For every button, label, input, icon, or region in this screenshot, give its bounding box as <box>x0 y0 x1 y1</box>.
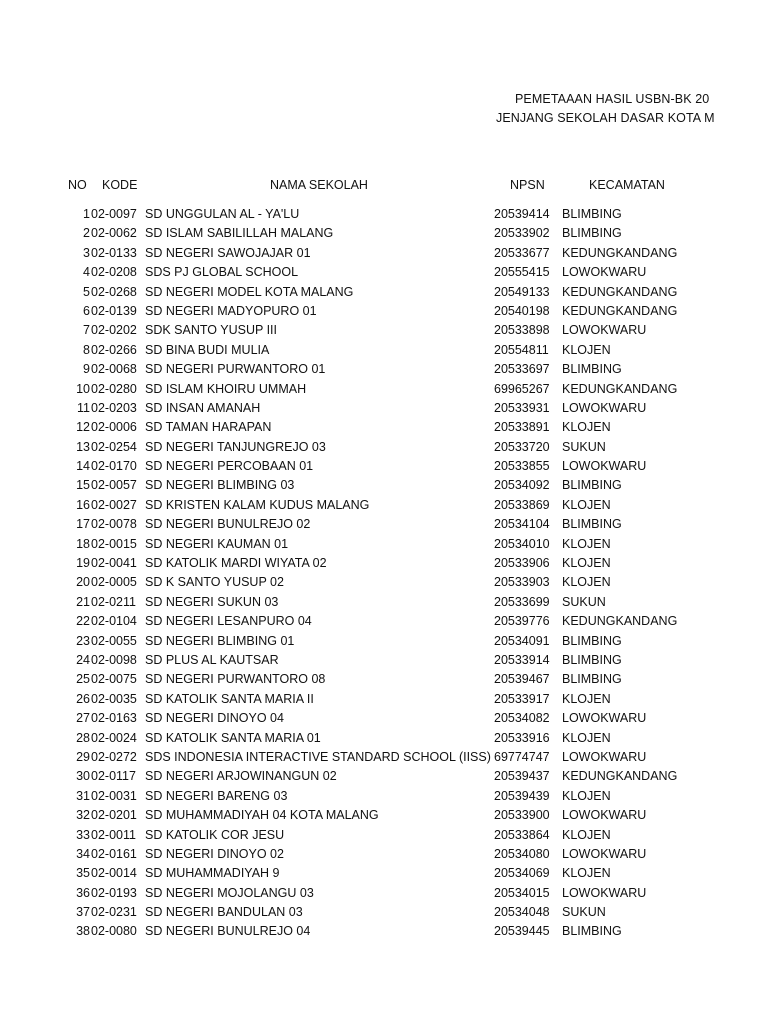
row-kode: 02-0272 <box>91 749 137 764</box>
row-kecamatan: LOWOKWARU <box>562 265 647 280</box>
document-subtitle: JENJANG SEKOLAH DASAR KOTA M <box>496 111 715 125</box>
row-kode: 02-0024 <box>91 730 137 745</box>
row-kecamatan: KLOJEN <box>562 788 611 803</box>
row-kode: 02-0057 <box>91 478 137 493</box>
table-row <box>0 304 768 323</box>
row-kode: 02-0011 <box>91 827 136 842</box>
row-npsn: 20534010 <box>494 536 550 551</box>
row-school-name: SD TAMAN HARAPAN <box>145 420 272 435</box>
row-school-name: SD MUHAMMADIYAH 9 <box>145 866 280 881</box>
header-nama-sekolah: NAMA SEKOLAH <box>270 178 368 192</box>
row-kode: 02-0055 <box>91 633 137 648</box>
table-row <box>0 537 768 556</box>
row-npsn: 20533906 <box>494 556 550 571</box>
row-npsn: 20534048 <box>494 905 550 920</box>
row-kode: 02-0161 <box>91 846 137 861</box>
row-no: 3 <box>83 245 90 260</box>
table-row <box>0 517 768 536</box>
row-kecamatan: KLOJEN <box>562 730 611 745</box>
row-kecamatan: BLIMBING <box>562 478 622 493</box>
row-school-name: SD NEGERI TANJUNGREJO 03 <box>145 439 326 454</box>
row-kecamatan: SUKUN <box>562 594 606 609</box>
row-npsn: 20533903 <box>494 575 550 590</box>
row-school-name: SD NEGERI PURWANTORO 01 <box>145 362 326 377</box>
row-no: 35 <box>76 866 90 881</box>
row-school-name: SD NEGERI KAUMAN 01 <box>145 536 289 551</box>
row-no: 12 <box>76 420 90 435</box>
table-row <box>0 420 768 439</box>
row-school-name: SDK SANTO YUSUP III <box>145 323 277 338</box>
table-row <box>0 905 768 924</box>
table-row <box>0 556 768 575</box>
table-row <box>0 634 768 653</box>
row-kecamatan: BLIMBING <box>562 633 622 648</box>
table-row <box>0 498 768 517</box>
row-kecamatan: SUKUN <box>562 439 606 454</box>
row-school-name: SD KATOLIK SANTA MARIA II <box>145 691 314 706</box>
row-npsn: 20533902 <box>494 226 550 241</box>
row-no: 7 <box>83 323 90 338</box>
table-row <box>0 614 768 633</box>
row-npsn: 20534091 <box>494 633 550 648</box>
row-school-name: SD ISLAM SABILILLAH MALANG <box>145 226 334 241</box>
table-row <box>0 924 768 943</box>
row-school-name: SD NEGERI MADYOPURO 01 <box>145 303 317 318</box>
row-kecamatan: SUKUN <box>562 905 606 920</box>
row-npsn: 20539445 <box>494 924 550 939</box>
row-kecamatan: KEDUNGKANDANG <box>562 303 678 318</box>
row-npsn: 20539414 <box>494 207 550 221</box>
table-row <box>0 672 768 691</box>
row-kode: 02-0075 <box>91 672 137 687</box>
row-kode: 02-0015 <box>91 536 137 551</box>
row-kode: 02-0133 <box>91 245 137 260</box>
row-kode: 02-0031 <box>91 788 137 803</box>
row-kecamatan: KEDUNGKANDANG <box>562 614 678 629</box>
row-school-name: SD UNGGULAN AL - YA'LU <box>145 207 300 221</box>
row-npsn: 20540198 <box>494 303 550 318</box>
table-row <box>0 808 768 827</box>
row-school-name: SD NEGERI BLIMBING 01 <box>145 633 295 648</box>
row-no: 13 <box>76 439 90 454</box>
table-row <box>0 828 768 847</box>
table-row <box>0 769 768 788</box>
row-kode: 02-0266 <box>91 342 137 357</box>
table-row <box>0 847 768 866</box>
row-npsn: 20533931 <box>494 400 550 415</box>
row-npsn: 20533891 <box>494 420 550 435</box>
row-school-name: SD NEGERI BLIMBING 03 <box>145 478 295 493</box>
row-school-name: SD ISLAM KHOIRU UMMAH <box>145 381 307 396</box>
table-row <box>0 265 768 284</box>
row-npsn: 20534082 <box>494 711 550 726</box>
row-npsn: 20549133 <box>494 284 550 299</box>
row-kecamatan: KLOJEN <box>562 342 611 357</box>
row-npsn: 20533914 <box>494 652 550 667</box>
row-kecamatan: KLOJEN <box>562 497 611 512</box>
row-no: 25 <box>76 672 90 687</box>
row-school-name: SDS INDONESIA INTERACTIVE STANDARD SCHOOL (IISS) <box>145 749 491 764</box>
row-kecamatan: LOWOKWARU <box>562 323 647 338</box>
row-no: 22 <box>76 614 90 629</box>
row-no: 24 <box>76 652 90 667</box>
document-title: PEMETAAAN HASIL USBN-BK 20 <box>515 92 710 106</box>
row-kode: 02-0201 <box>91 808 137 823</box>
row-school-name: SD NEGERI BANDULAN 03 <box>145 905 303 920</box>
row-no: 29 <box>76 749 90 764</box>
header-kode: KODE <box>102 178 138 192</box>
table-row <box>0 343 768 362</box>
row-no: 20 <box>76 575 90 590</box>
row-npsn: 20533916 <box>494 730 550 745</box>
row-kode: 02-0078 <box>91 517 137 532</box>
row-no: 26 <box>76 691 90 706</box>
table-row <box>0 866 768 885</box>
row-kecamatan: KLOJEN <box>562 691 611 706</box>
row-kecamatan: LOWOKWARU <box>562 711 647 726</box>
row-no: 36 <box>76 885 90 900</box>
row-npsn: 20533900 <box>494 808 550 823</box>
row-no: 23 <box>76 633 90 648</box>
row-npsn: 20534104 <box>494 517 550 532</box>
row-kode: 02-0202 <box>91 323 137 338</box>
row-kode: 02-0170 <box>91 459 137 474</box>
table-row <box>0 382 768 401</box>
row-no: 37 <box>76 905 90 920</box>
row-school-name: SD NEGERI BUNULREJO 04 <box>145 924 311 939</box>
row-no: 33 <box>76 827 90 842</box>
row-kecamatan: BLIMBING <box>562 652 622 667</box>
row-kode: 02-0268 <box>91 284 137 299</box>
row-npsn: 20533898 <box>494 323 550 338</box>
row-kode: 02-0027 <box>91 497 137 512</box>
row-no: 15 <box>76 478 90 493</box>
row-school-name: SDS PJ GLOBAL SCHOOL <box>145 265 299 280</box>
row-kecamatan: KLOJEN <box>562 866 611 881</box>
row-kecamatan: BLIMBING <box>562 207 622 221</box>
row-no: 11 <box>77 400 90 415</box>
table-row <box>0 886 768 905</box>
row-npsn: 20539439 <box>494 788 550 803</box>
school-table-body <box>0 207 768 944</box>
row-kecamatan: KEDUNGKANDANG <box>562 245 678 260</box>
row-kecamatan: KLOJEN <box>562 575 611 590</box>
table-row <box>0 226 768 245</box>
row-no: 38 <box>76 924 90 939</box>
row-kode: 02-0062 <box>91 226 137 241</box>
row-npsn: 20534069 <box>494 866 550 881</box>
row-kode: 02-0211 <box>91 594 136 609</box>
table-row <box>0 207 768 226</box>
row-school-name: SD NEGERI MODEL KOTA MALANG <box>145 284 354 299</box>
header-no: NO <box>68 178 87 192</box>
row-kecamatan: LOWOKWARU <box>562 808 647 823</box>
row-npsn: 20533855 <box>494 459 550 474</box>
header-kecamatan: KECAMATAN <box>589 178 665 192</box>
row-npsn: 69774747 <box>494 749 550 764</box>
row-kode: 02-0203 <box>91 400 137 415</box>
row-npsn: 20554811 <box>494 342 549 357</box>
row-no: 17 <box>76 517 90 532</box>
row-npsn: 20533917 <box>494 691 550 706</box>
row-no: 18 <box>76 536 90 551</box>
row-kode: 02-0193 <box>91 885 137 900</box>
row-school-name: SD NEGERI PERCOBAAN 01 <box>145 459 314 474</box>
row-no: 21 <box>76 594 90 609</box>
row-no: 6 <box>83 303 90 318</box>
row-school-name: SD NEGERI PURWANTORO 08 <box>145 672 326 687</box>
row-no: 4 <box>83 265 90 280</box>
row-kode: 02-0006 <box>91 420 137 435</box>
row-npsn: 20539467 <box>494 672 550 687</box>
row-school-name: SD NEGERI BARENG 03 <box>145 788 288 803</box>
row-kecamatan: LOWOKWARU <box>562 400 647 415</box>
row-school-name: SD NEGERI SUKUN 03 <box>145 594 279 609</box>
row-kecamatan: KLOJEN <box>562 420 611 435</box>
row-no: 30 <box>76 769 90 784</box>
row-no: 14 <box>76 459 90 474</box>
row-npsn: 20533869 <box>494 497 550 512</box>
row-kode: 02-0080 <box>91 924 137 939</box>
row-school-name: SD PLUS AL KAUTSAR <box>145 652 279 667</box>
row-kecamatan: BLIMBING <box>562 362 622 377</box>
row-no: 27 <box>76 711 90 726</box>
table-row <box>0 653 768 672</box>
row-kode: 02-0139 <box>91 303 137 318</box>
row-npsn: 20539776 <box>494 614 550 629</box>
row-no: 34 <box>76 846 90 861</box>
row-kecamatan: LOWOKWARU <box>562 749 647 764</box>
table-row <box>0 246 768 265</box>
row-school-name: SD MUHAMMADIYAH 04 KOTA MALANG <box>145 808 379 823</box>
row-school-name: SD NEGERI MOJOLANGU 03 <box>145 885 314 900</box>
row-kode: 02-0005 <box>91 575 137 590</box>
row-npsn: 20534092 <box>494 478 550 493</box>
row-school-name: SD NEGERI SAWOJAJAR 01 <box>145 245 311 260</box>
row-school-name: SD NEGERI DINOYO 02 <box>145 846 284 861</box>
row-kode: 02-0041 <box>91 556 137 571</box>
row-school-name: SD KATOLIK COR JESU <box>145 827 285 842</box>
row-school-name: SD KATOLIK SANTA MARIA 01 <box>145 730 321 745</box>
row-npsn: 20533720 <box>494 439 550 454</box>
row-no: 31 <box>76 788 90 803</box>
table-row <box>0 478 768 497</box>
row-kode: 02-0014 <box>91 866 137 881</box>
row-kecamatan: BLIMBING <box>562 226 622 241</box>
row-no: 8 <box>83 342 90 357</box>
row-npsn: 20533677 <box>494 245 550 260</box>
row-npsn: 20534080 <box>494 846 550 861</box>
table-row <box>0 440 768 459</box>
row-npsn: 20555415 <box>494 265 550 280</box>
row-npsn: 20533699 <box>494 594 550 609</box>
row-kode: 02-0098 <box>91 652 137 667</box>
table-row <box>0 731 768 750</box>
row-no: 32 <box>76 808 90 823</box>
row-school-name: SD NEGERI ARJOWINANGUN 02 <box>145 769 337 784</box>
table-row <box>0 285 768 304</box>
row-kecamatan: LOWOKWARU <box>562 846 647 861</box>
table-row <box>0 575 768 594</box>
row-kode: 02-0068 <box>91 362 137 377</box>
row-npsn: 20534015 <box>494 885 550 900</box>
row-kecamatan: KEDUNGKANDANG <box>562 769 678 784</box>
row-school-name: SD NEGERI BUNULREJO 02 <box>145 517 311 532</box>
row-kode: 02-0254 <box>91 439 137 454</box>
row-no: 2 <box>83 226 90 241</box>
row-kode: 02-0163 <box>91 711 137 726</box>
row-kode: 02-0104 <box>91 614 137 629</box>
row-kecamatan: LOWOKWARU <box>562 885 647 900</box>
row-kecamatan: BLIMBING <box>562 517 622 532</box>
row-npsn: 20539437 <box>494 769 550 784</box>
table-row <box>0 595 768 614</box>
row-npsn: 20533864 <box>494 827 550 842</box>
row-school-name: SD NEGERI DINOYO 04 <box>145 711 284 726</box>
row-kecamatan: BLIMBING <box>562 924 622 939</box>
row-kode: 02-0231 <box>91 905 137 920</box>
table-row <box>0 789 768 808</box>
table-row <box>0 323 768 342</box>
row-kode: 02-0117 <box>91 769 136 784</box>
row-kecamatan: LOWOKWARU <box>562 459 647 474</box>
table-row <box>0 362 768 381</box>
row-kecamatan: KEDUNGKANDANG <box>562 381 678 396</box>
row-no: 9 <box>83 362 90 377</box>
row-no: 10 <box>76 381 90 396</box>
row-npsn: 20533697 <box>494 362 550 377</box>
row-kecamatan: BLIMBING <box>562 672 622 687</box>
row-npsn: 69965267 <box>494 381 550 396</box>
row-no: 19 <box>76 556 90 571</box>
row-school-name: SD INSAN AMANAH <box>145 400 261 415</box>
row-school-name: SD BINA BUDI MULIA <box>145 342 270 357</box>
row-no: 5 <box>83 284 90 299</box>
row-kode: 02-0280 <box>91 381 137 396</box>
table-row <box>0 750 768 769</box>
row-kecamatan: KLOJEN <box>562 556 611 571</box>
row-kode: 02-0097 <box>91 207 137 221</box>
table-row <box>0 459 768 478</box>
row-no: 1 <box>83 207 90 221</box>
row-school-name: SD KRISTEN KALAM KUDUS MALANG <box>145 497 370 512</box>
table-row <box>0 401 768 420</box>
row-school-name: SD NEGERI LESANPURO 04 <box>145 614 312 629</box>
row-school-name: SD KATOLIK MARDI WIYATA 02 <box>145 556 327 571</box>
row-kode: 02-0208 <box>91 265 137 280</box>
row-no: 28 <box>76 730 90 745</box>
row-kecamatan: KLOJEN <box>562 536 611 551</box>
row-kode: 02-0035 <box>91 691 137 706</box>
row-kecamatan: KLOJEN <box>562 827 611 842</box>
row-kecamatan: KEDUNGKANDANG <box>562 284 678 299</box>
table-row <box>0 692 768 711</box>
row-school-name: SD K SANTO YUSUP 02 <box>145 575 284 590</box>
header-npsn: NPSN <box>510 178 545 192</box>
table-row <box>0 711 768 730</box>
row-no: 16 <box>76 497 90 512</box>
